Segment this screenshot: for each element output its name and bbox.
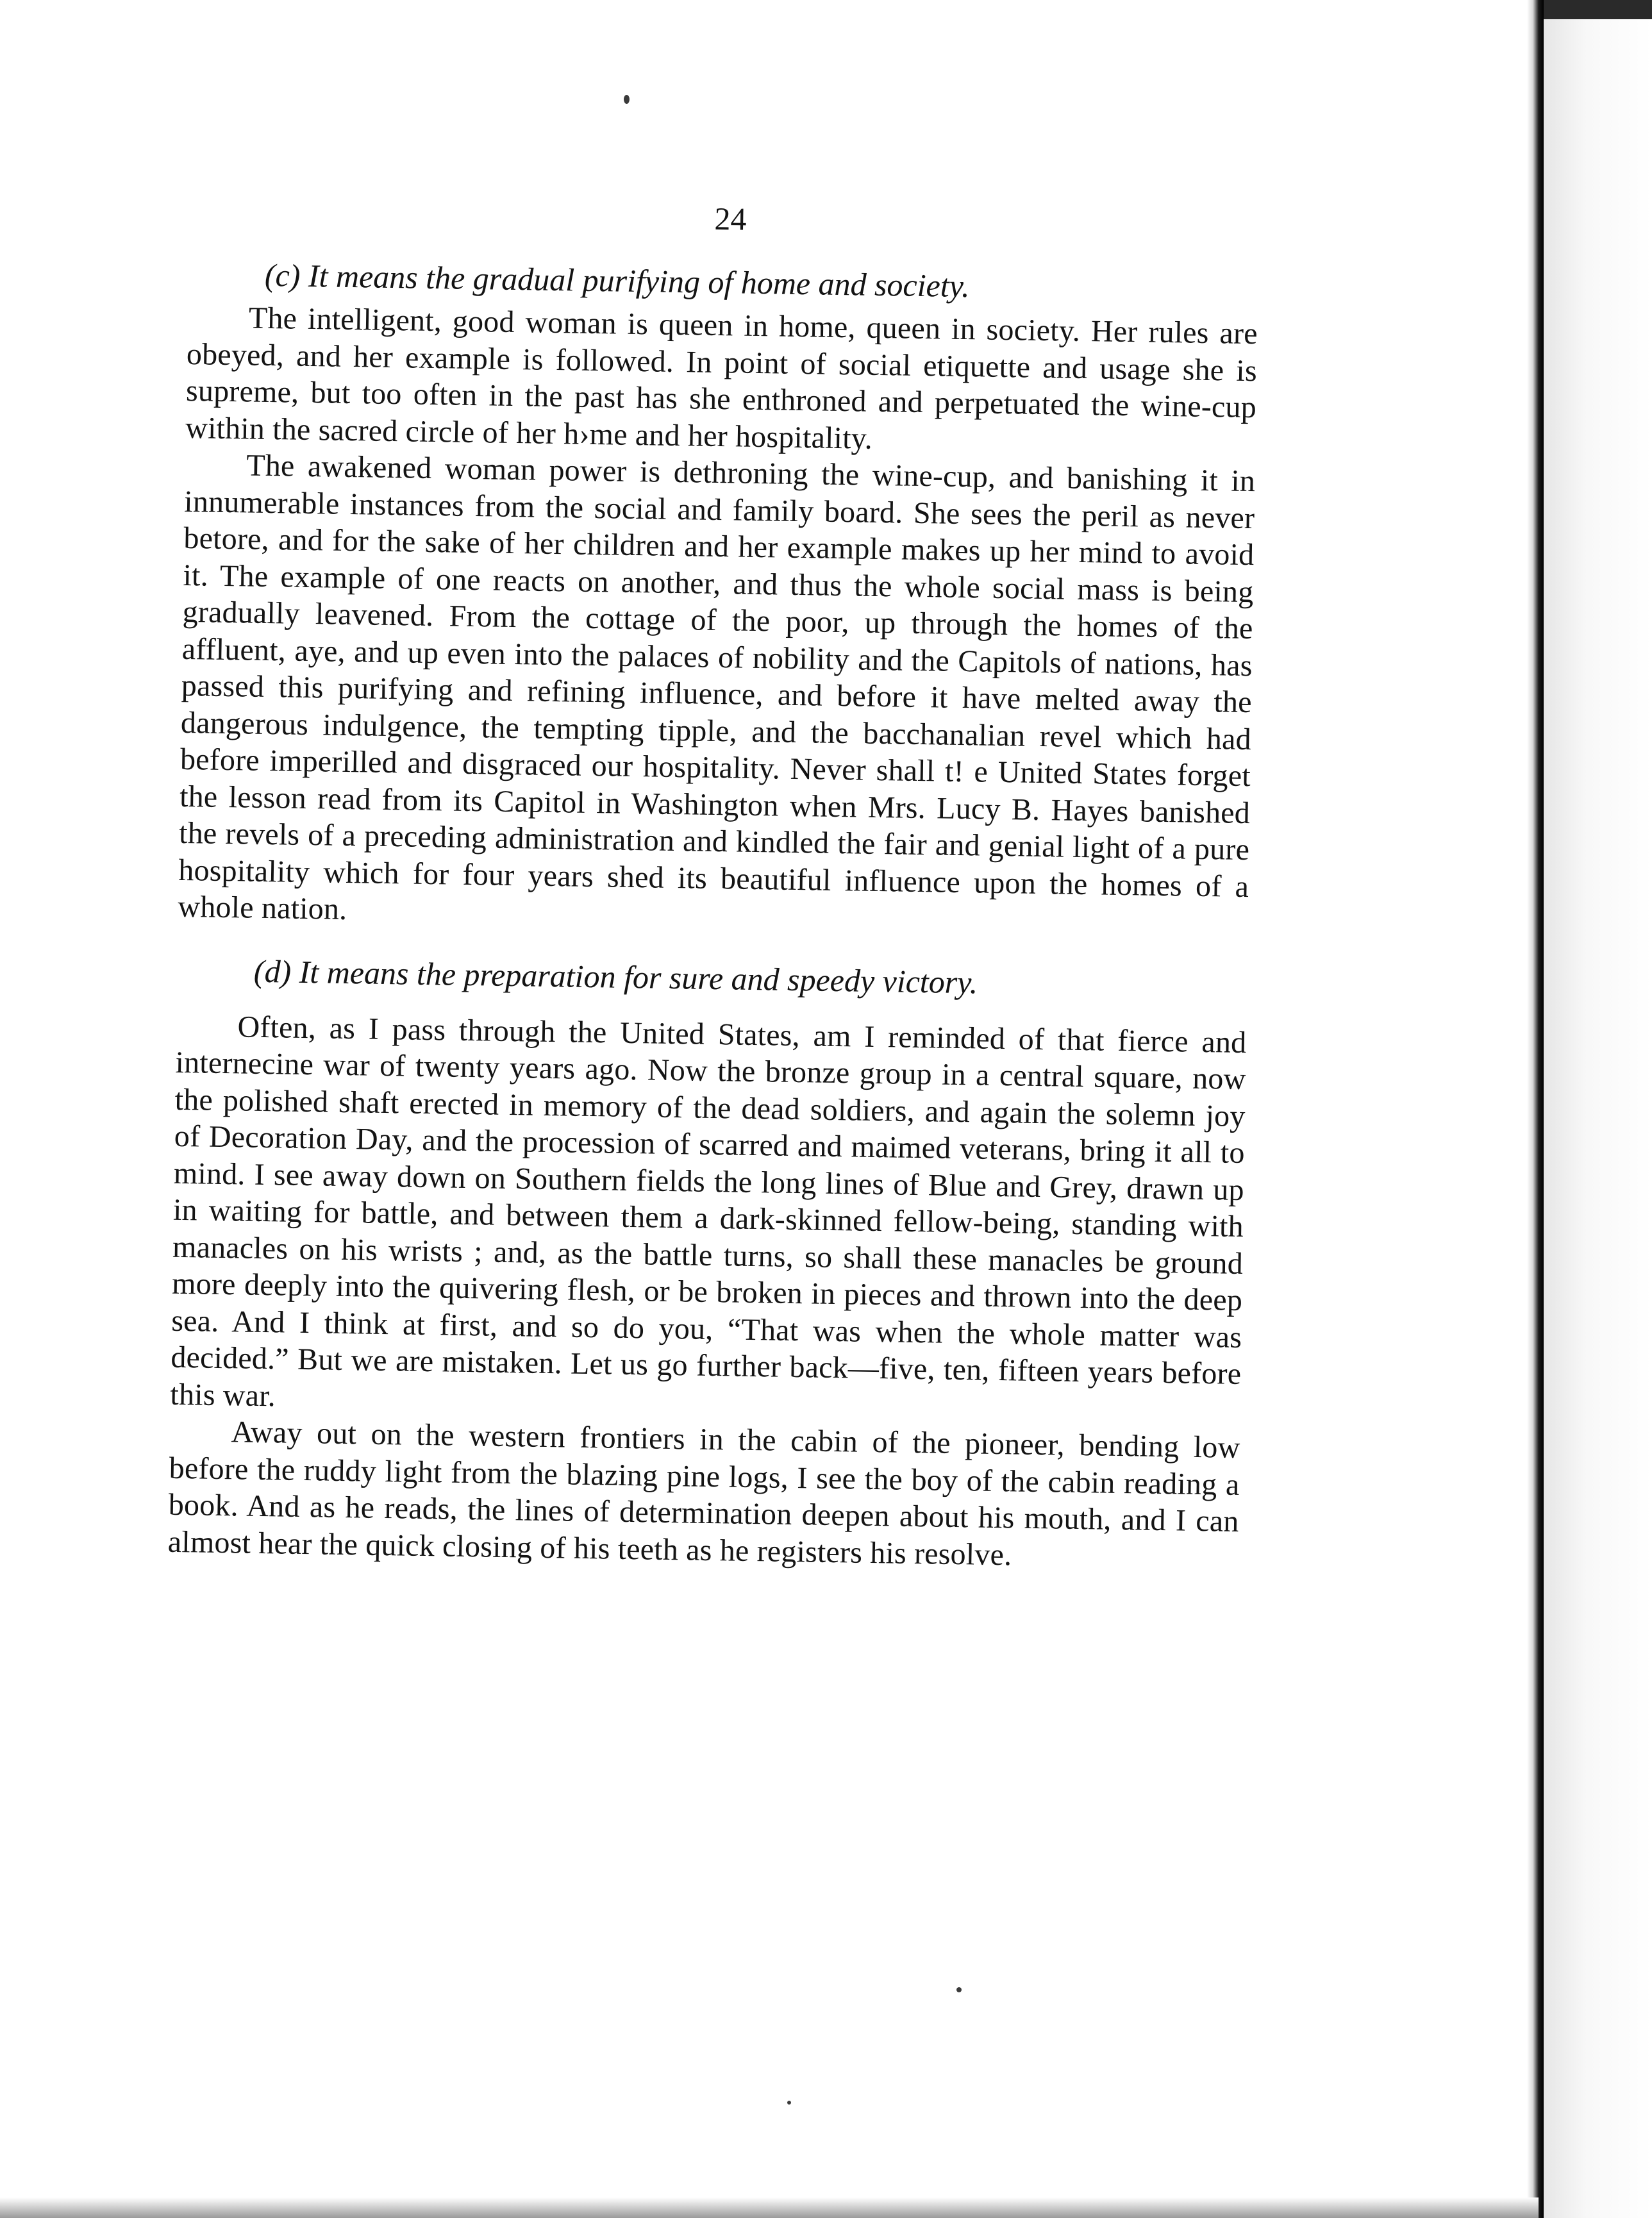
paragraph: The awakened woman power is dethroning the wine-cup, and banishing it in innumerable instances from the social and family board. She sees the peril as never betore, and for the sake of her children and her example makes up her mind to avoid it. The example of one reacts on another, and thus the whole social mass is being gradually leavened. From the cottage of the poor, up through the homes of the affluent, aye, and up even into the palaces of nobility and the Capitols of nations, has passed this purifying and refining influence, and before it have melted away the dangerous indulgence, the tempting tipple, and the bacchanalian revel which had before imperilled and disgraced our hospitality. Never shall t! e United States forget the lesson read from its Capitol in Washington when Mrs. Lucy B. Hayes banished the revels of a preceding administration and kindled the fair and genial light of a pure hospitality which for four years shed its beautiful influence upon the homes of a whole nation. [178,448,1256,927]
page-bottom-shadow [0,2197,1539,2218]
scan-speck [956,1987,962,1992]
page-content [167,192,1259,1577]
adjacent-page-edge [1544,0,1652,2218]
page-gutter-shadow [1527,0,1544,2218]
section-heading-d: (d) It means the preparation for sure and speedy victory. [253,953,978,1000]
scan-speck [787,2101,791,2105]
section-heading-c: (c) It means the gradual purifying of home and society. [264,256,971,304]
scan-speck [624,95,630,104]
paragraph: Away out on the western frontiers in the cabin of the pioneer, bending low before the ruddy light from the blazing pine logs, I see the boy of the cabin reading a book. And as he reads, the lines of determination deepen about his mouth, and I can almost hear the quick closing of his teeth as he registers his resolve. [167,1415,1240,1572]
paragraph: Often, as I pass through the United States, am I reminded of that fierce and internecine war of twenty years ago. Now the bronze group in a central square, now the polished shaft erected in memory of the dead soldiers, and again the solemn joy of Decoration Day, and the procession of scarred and maimed veterans, bring it all to mind. I see away down on Southern fields the long lines of Blue and Grey, drawn up in waiting for battle, and between them a dark-skinned fellow-being, standing with manacles on his wrists ; and, as the battle turns, so shall these manacles be ground more deeply into the quivering flesh, or be broken in pieces and thrown into the deep sea. And I think at first, and so do you, “That was when the whole matter was decided.” But we are mistaken. Let us go further back—five, ten, fifteen years before this war. [170,1009,1247,1413]
page-number: 24 [714,200,747,237]
paragraph: The intelligent, good woman is queen in home, queen in society. Her rules are obeyed, and her example is followed. In point of social etiquette and usage she is supreme, but too often in the past has she enthroned and perpetuated the wine-cup within the sacred circle of her h›me and her hospitality. [185,301,1258,456]
